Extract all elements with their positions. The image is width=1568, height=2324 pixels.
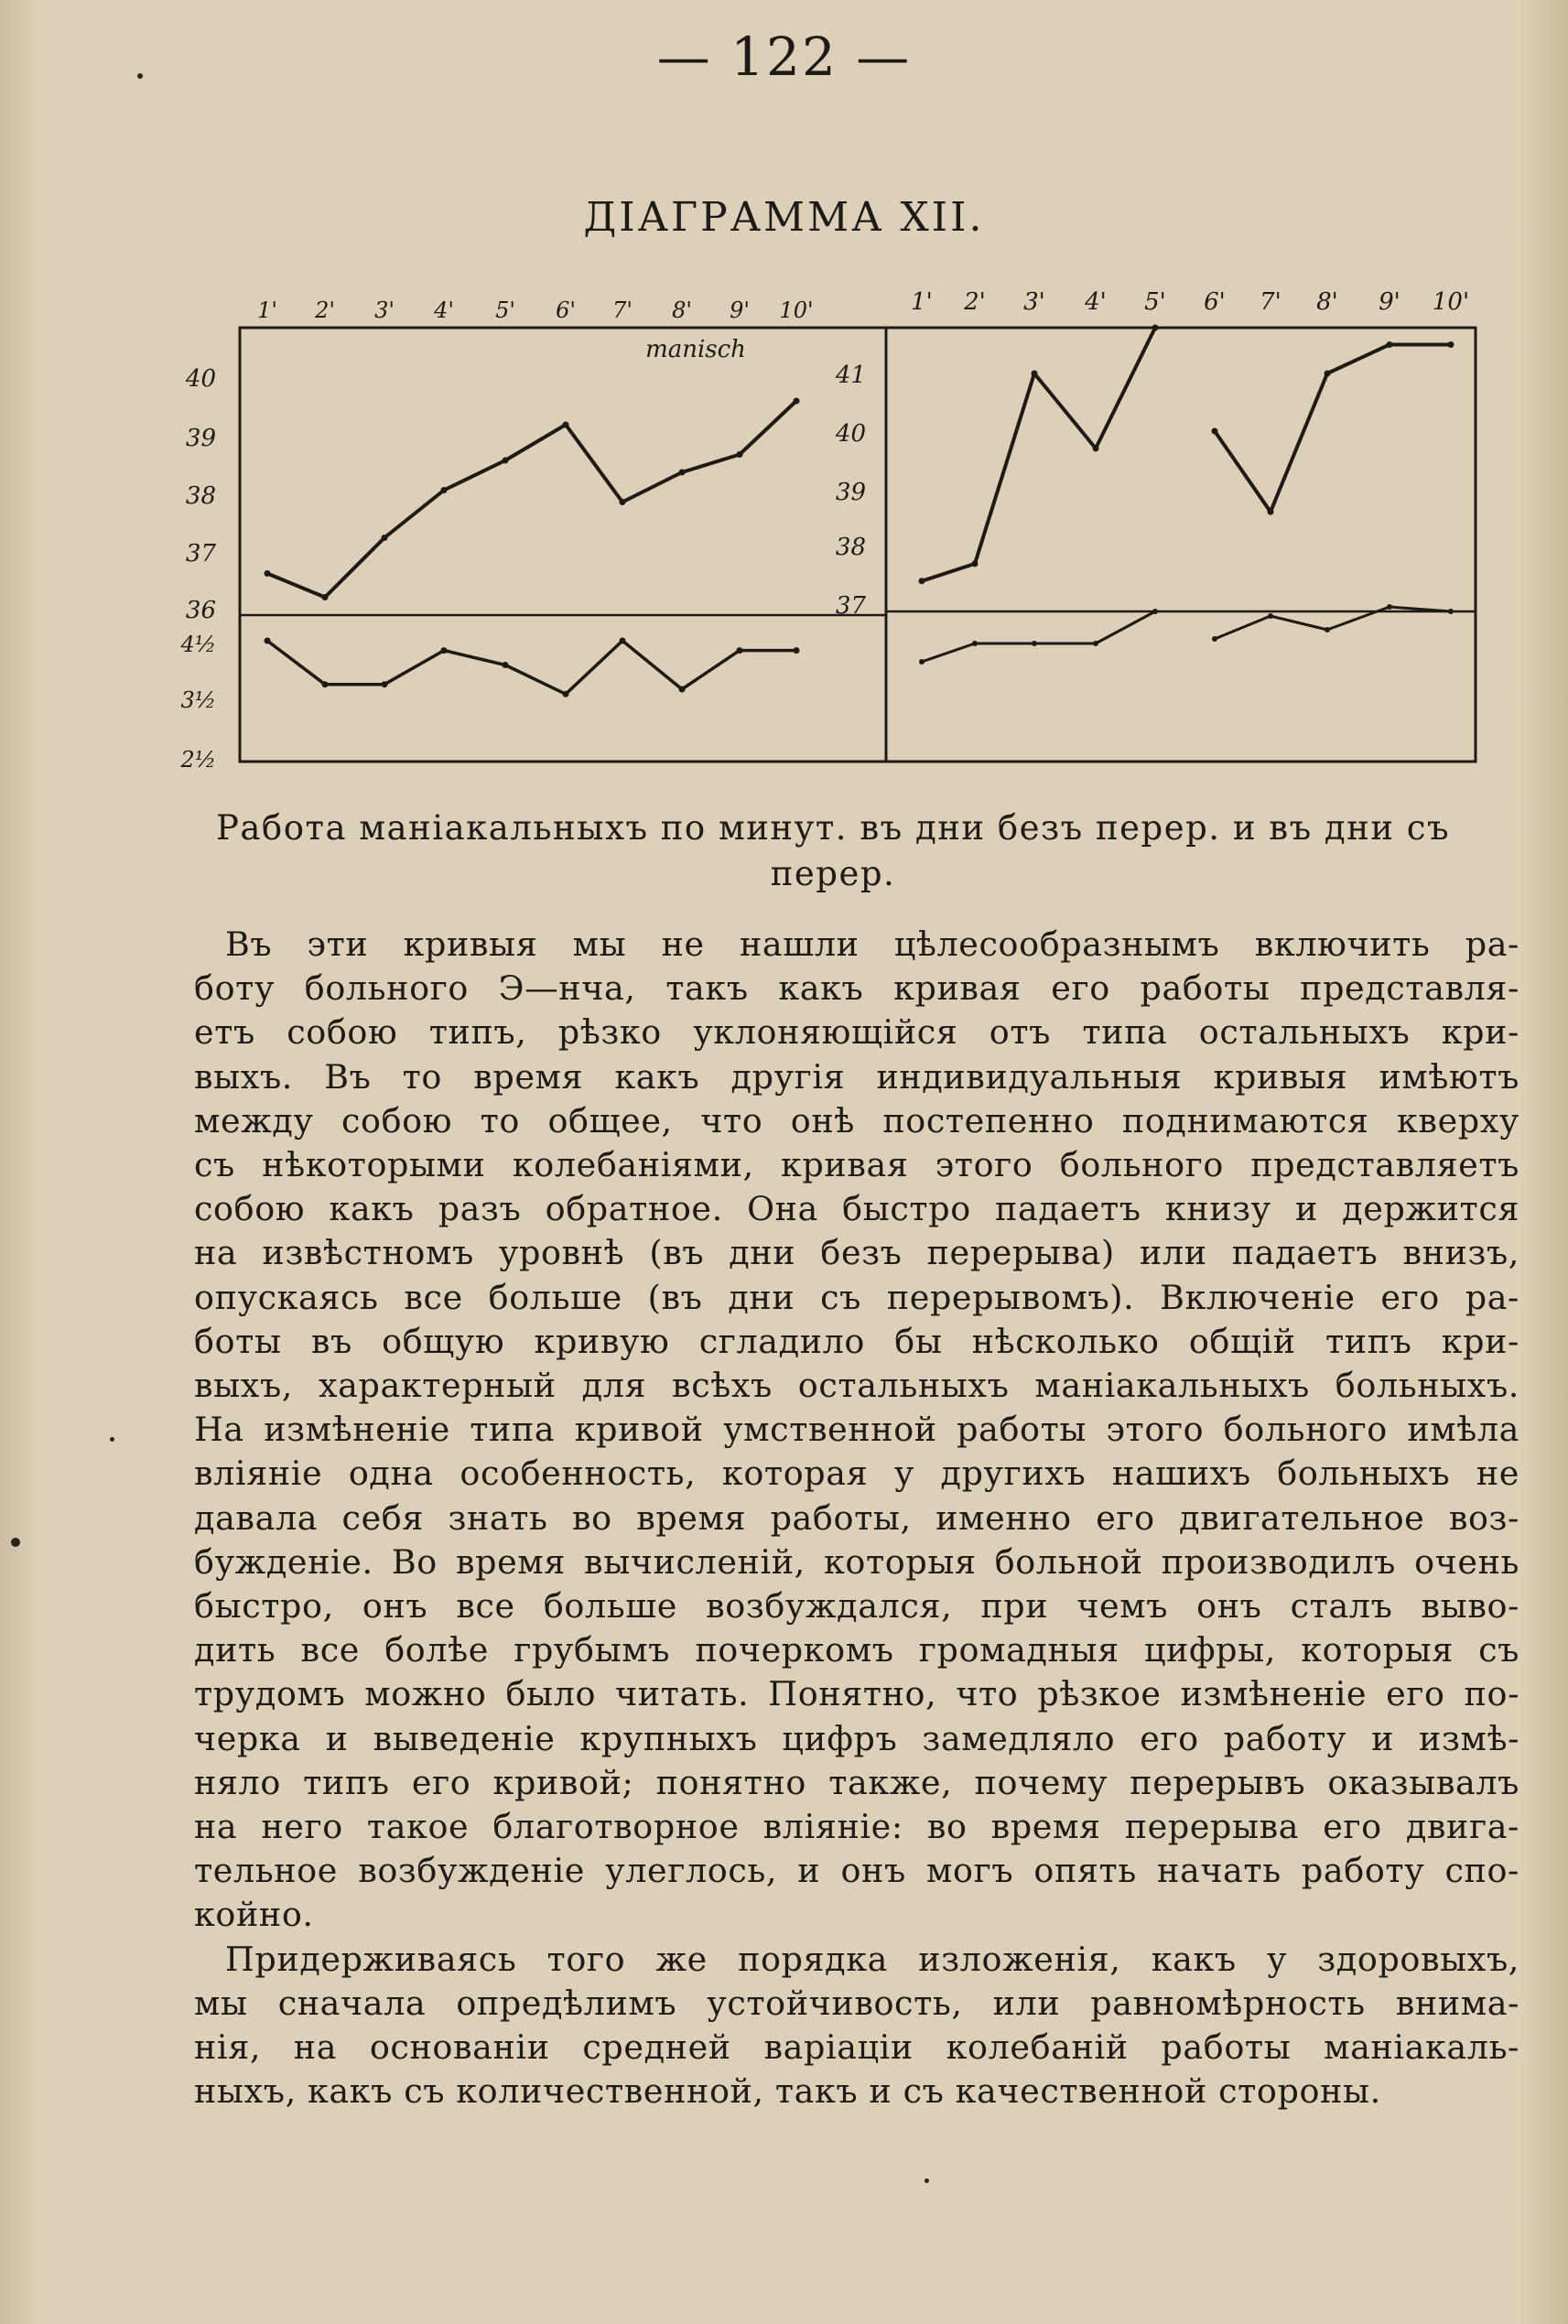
- x-tick-label: 7': [612, 297, 633, 323]
- x-tick-label: 9': [1379, 288, 1400, 316]
- series-lower-point: [503, 662, 509, 668]
- series-lower-point: [1448, 609, 1454, 614]
- y-tick-label: 38: [185, 482, 216, 510]
- text-line: няло типъ его кривой; понятно также, почему перерывъ оказывалъ: [194, 1762, 1519, 1802]
- series-lower-point: [1212, 636, 1217, 642]
- series-lower-point: [563, 691, 569, 697]
- x-tick-label: 7': [1260, 288, 1281, 316]
- text-line: быстро, онъ все больше возбуждался, при чемъ онъ сталъ выво-: [194, 1586, 1519, 1627]
- x-tick-label: 4': [434, 297, 454, 323]
- x-tick-label: 8': [672, 297, 692, 323]
- x-tick-label: 9': [730, 297, 750, 323]
- text-line: етъ собою типъ, рѣзко уклоняющійся отъ типа остальныхъ кри-: [194, 1012, 1519, 1053]
- text-line: бужденіе. Во время вычисленій, которыя больной производилъ очень: [194, 1541, 1519, 1582]
- series-lower-point: [265, 638, 271, 644]
- diagram-title: ДІАГРАММА XII.: [583, 194, 985, 241]
- text-line: выхъ, характерный для всѣхъ остальныхъ маніакальныхъ больныхъ.: [194, 1366, 1519, 1406]
- text-line: На измѣненіе типа кривой умственной работы этого больного имѣла: [194, 1410, 1519, 1450]
- body-text: [194, 923, 1519, 2113]
- y-tick-label: 2½: [180, 747, 216, 773]
- text-line: мы сначала опредѣлимъ устойчивость, или равномѣрность внима-: [194, 1983, 1519, 2023]
- series-upper-point: [265, 570, 271, 577]
- series-lower-point: [1268, 613, 1273, 619]
- page-number: — 122 —: [656, 26, 912, 88]
- series-lower-line: [922, 611, 1155, 662]
- y-tick-label: 36: [185, 597, 216, 624]
- series-upper-point: [563, 422, 569, 428]
- text-line: дить все болѣе грубымъ почеркомъ громадныя цифры, которыя съ: [194, 1630, 1519, 1670]
- text-line: выхъ. Въ то время какъ другія индивидуальныя кривыя имѣютъ: [194, 1056, 1519, 1097]
- paragraph-1: [194, 923, 1519, 1938]
- text-line: койно.: [194, 1895, 314, 1935]
- text-line: вліяніе одна особенность, которая у другихъ нашихъ больныхъ не: [194, 1454, 1519, 1494]
- series-lower-point: [679, 686, 686, 693]
- x-tick-label: 5': [495, 297, 515, 323]
- series-upper-point: [1212, 428, 1218, 435]
- series-upper-line: [922, 328, 1155, 581]
- text-line: Въ эти кривыя мы не нашли цѣлесообразнымъ включить ра-: [225, 924, 1519, 964]
- x-tick-label: 8': [1316, 288, 1338, 316]
- series-upper-point: [322, 594, 329, 600]
- series-lower-point: [382, 681, 388, 687]
- text-line: опускаясь все больше (въ дни съ перерывомъ). Включеніе его ра-: [194, 1277, 1519, 1317]
- text-line: Придерживаясь того же порядка изложенія, какъ у здоровыхъ,: [225, 1939, 1519, 1979]
- text-line: съ нѣкоторыми колебаніями, кривая этого больного представляетъ: [194, 1145, 1519, 1185]
- right-chart-panel: [835, 288, 1476, 762]
- series-upper-point: [972, 560, 979, 567]
- x-tick-label: 3': [374, 297, 395, 323]
- y-tick-label: 40: [185, 365, 216, 393]
- series-upper-point: [1152, 325, 1159, 331]
- series-upper-point: [1032, 371, 1038, 377]
- chart-frame: [886, 328, 1476, 762]
- ink-speck: [11, 1538, 20, 1547]
- text-line: трудомъ можно было читать. Понятно, что рѣзкое измѣненіе его по-: [194, 1674, 1519, 1714]
- series-upper-line: [1215, 345, 1451, 513]
- x-tick-label: 1': [257, 297, 277, 323]
- x-tick-label: 10': [1432, 288, 1470, 316]
- ink-speck: [137, 73, 143, 79]
- series-lower-point: [322, 681, 329, 687]
- y-tick-label: 37: [835, 592, 866, 620]
- series-upper-point: [503, 458, 509, 464]
- text-line: боты въ общую кривую сгладило бы нѣсколько общій типъ кри-: [194, 1321, 1519, 1361]
- text-line: на него такое благотворное вліяніе: во время перерыва его двига-: [194, 1807, 1519, 1847]
- series-upper-point: [1448, 341, 1454, 348]
- diagram-caption: [156, 805, 1510, 897]
- series-upper-point: [679, 470, 686, 476]
- x-tick-label: 2': [315, 297, 335, 323]
- series-lower-point: [919, 659, 925, 665]
- y-tick-label: 37: [185, 540, 216, 567]
- series-lower-line: [267, 641, 796, 694]
- text-line: нія, на основаніи средней варіаціи колебаній работы маніакаль-: [194, 2027, 1519, 2068]
- series-upper-point: [794, 398, 800, 405]
- series-upper-point: [919, 578, 925, 584]
- series-lower-point: [1152, 609, 1158, 614]
- series-lower-point: [620, 638, 626, 644]
- x-tick-label: 6': [1204, 288, 1226, 316]
- x-tick-label: 2': [964, 288, 986, 316]
- series-lower-point: [794, 647, 800, 654]
- series-lower-point: [1325, 627, 1330, 632]
- caption-line-1: Работа маніакальныхъ по минут. въ дни безъ перер. и въ дни съ: [215, 808, 1451, 848]
- series-upper-point: [620, 499, 626, 505]
- series-lower-point: [737, 647, 743, 654]
- y-tick-label: 4½: [180, 632, 216, 657]
- x-tick-label: 4': [1085, 288, 1107, 316]
- series-upper-point: [1387, 341, 1393, 348]
- y-tick-label: 40: [835, 420, 866, 448]
- diagram-charts: [0, 265, 1568, 778]
- y-tick-label: 39: [835, 479, 866, 506]
- series-lower-point: [1032, 641, 1037, 646]
- series-lower-point: [1387, 604, 1392, 610]
- text-line: собою какъ разъ обратное. Она быстро падаетъ книзу и держится: [194, 1189, 1519, 1229]
- text-line: тельное возбужденіе улеглось, и онъ могъ опять начать работу спо-: [194, 1851, 1519, 1891]
- text-line: на извѣстномъ уровнѣ (въ дни безъ перерыва) или падаетъ внизъ,: [194, 1233, 1519, 1273]
- ink-speck: [110, 1437, 114, 1442]
- series-upper-point: [737, 451, 743, 458]
- text-line: между собою то общее, что онѣ постепенно поднимаются кверху: [194, 1100, 1519, 1140]
- text-line: боту больного Э—нча, такъ какъ кривая его работы представля-: [194, 968, 1519, 1009]
- x-tick-label: 6': [556, 297, 576, 323]
- x-tick-label: 1': [911, 288, 933, 316]
- left-chart-panel: [179, 297, 886, 773]
- x-tick-label: 10': [779, 297, 814, 323]
- series-upper-point: [441, 487, 448, 493]
- series-lower-point: [972, 641, 978, 646]
- y-tick-label: 41: [835, 362, 866, 389]
- y-tick-label: 39: [185, 425, 216, 452]
- y-tick-label: 3½: [180, 687, 216, 713]
- text-line: черка и выведеніе крупныхъ цифръ замедляло его работу и измѣ-: [194, 1718, 1519, 1758]
- chart-annotation: manisch: [645, 336, 746, 363]
- chart-frame: [240, 328, 886, 762]
- caption-line-2: перер.: [770, 854, 896, 893]
- x-tick-label: 5': [1144, 288, 1166, 316]
- x-tick-label: 3': [1023, 288, 1045, 316]
- ink-speck: [925, 2178, 929, 2183]
- series-upper-point: [382, 535, 388, 541]
- text-line: давала себя знать во время работы, именно его двигательное воз-: [194, 1497, 1519, 1538]
- series-upper-point: [1325, 371, 1331, 377]
- series-lower-point: [441, 647, 448, 654]
- y-tick-label: 38: [835, 534, 866, 561]
- series-upper-point: [1268, 509, 1274, 515]
- series-upper-point: [1093, 445, 1099, 451]
- text-line: ныхъ, какъ съ количественной, такъ и съ качественной стороны.: [194, 2071, 1381, 2112]
- paragraph-2: [194, 1938, 1519, 2114]
- series-lower-point: [1093, 641, 1098, 646]
- series-upper-line: [267, 401, 796, 598]
